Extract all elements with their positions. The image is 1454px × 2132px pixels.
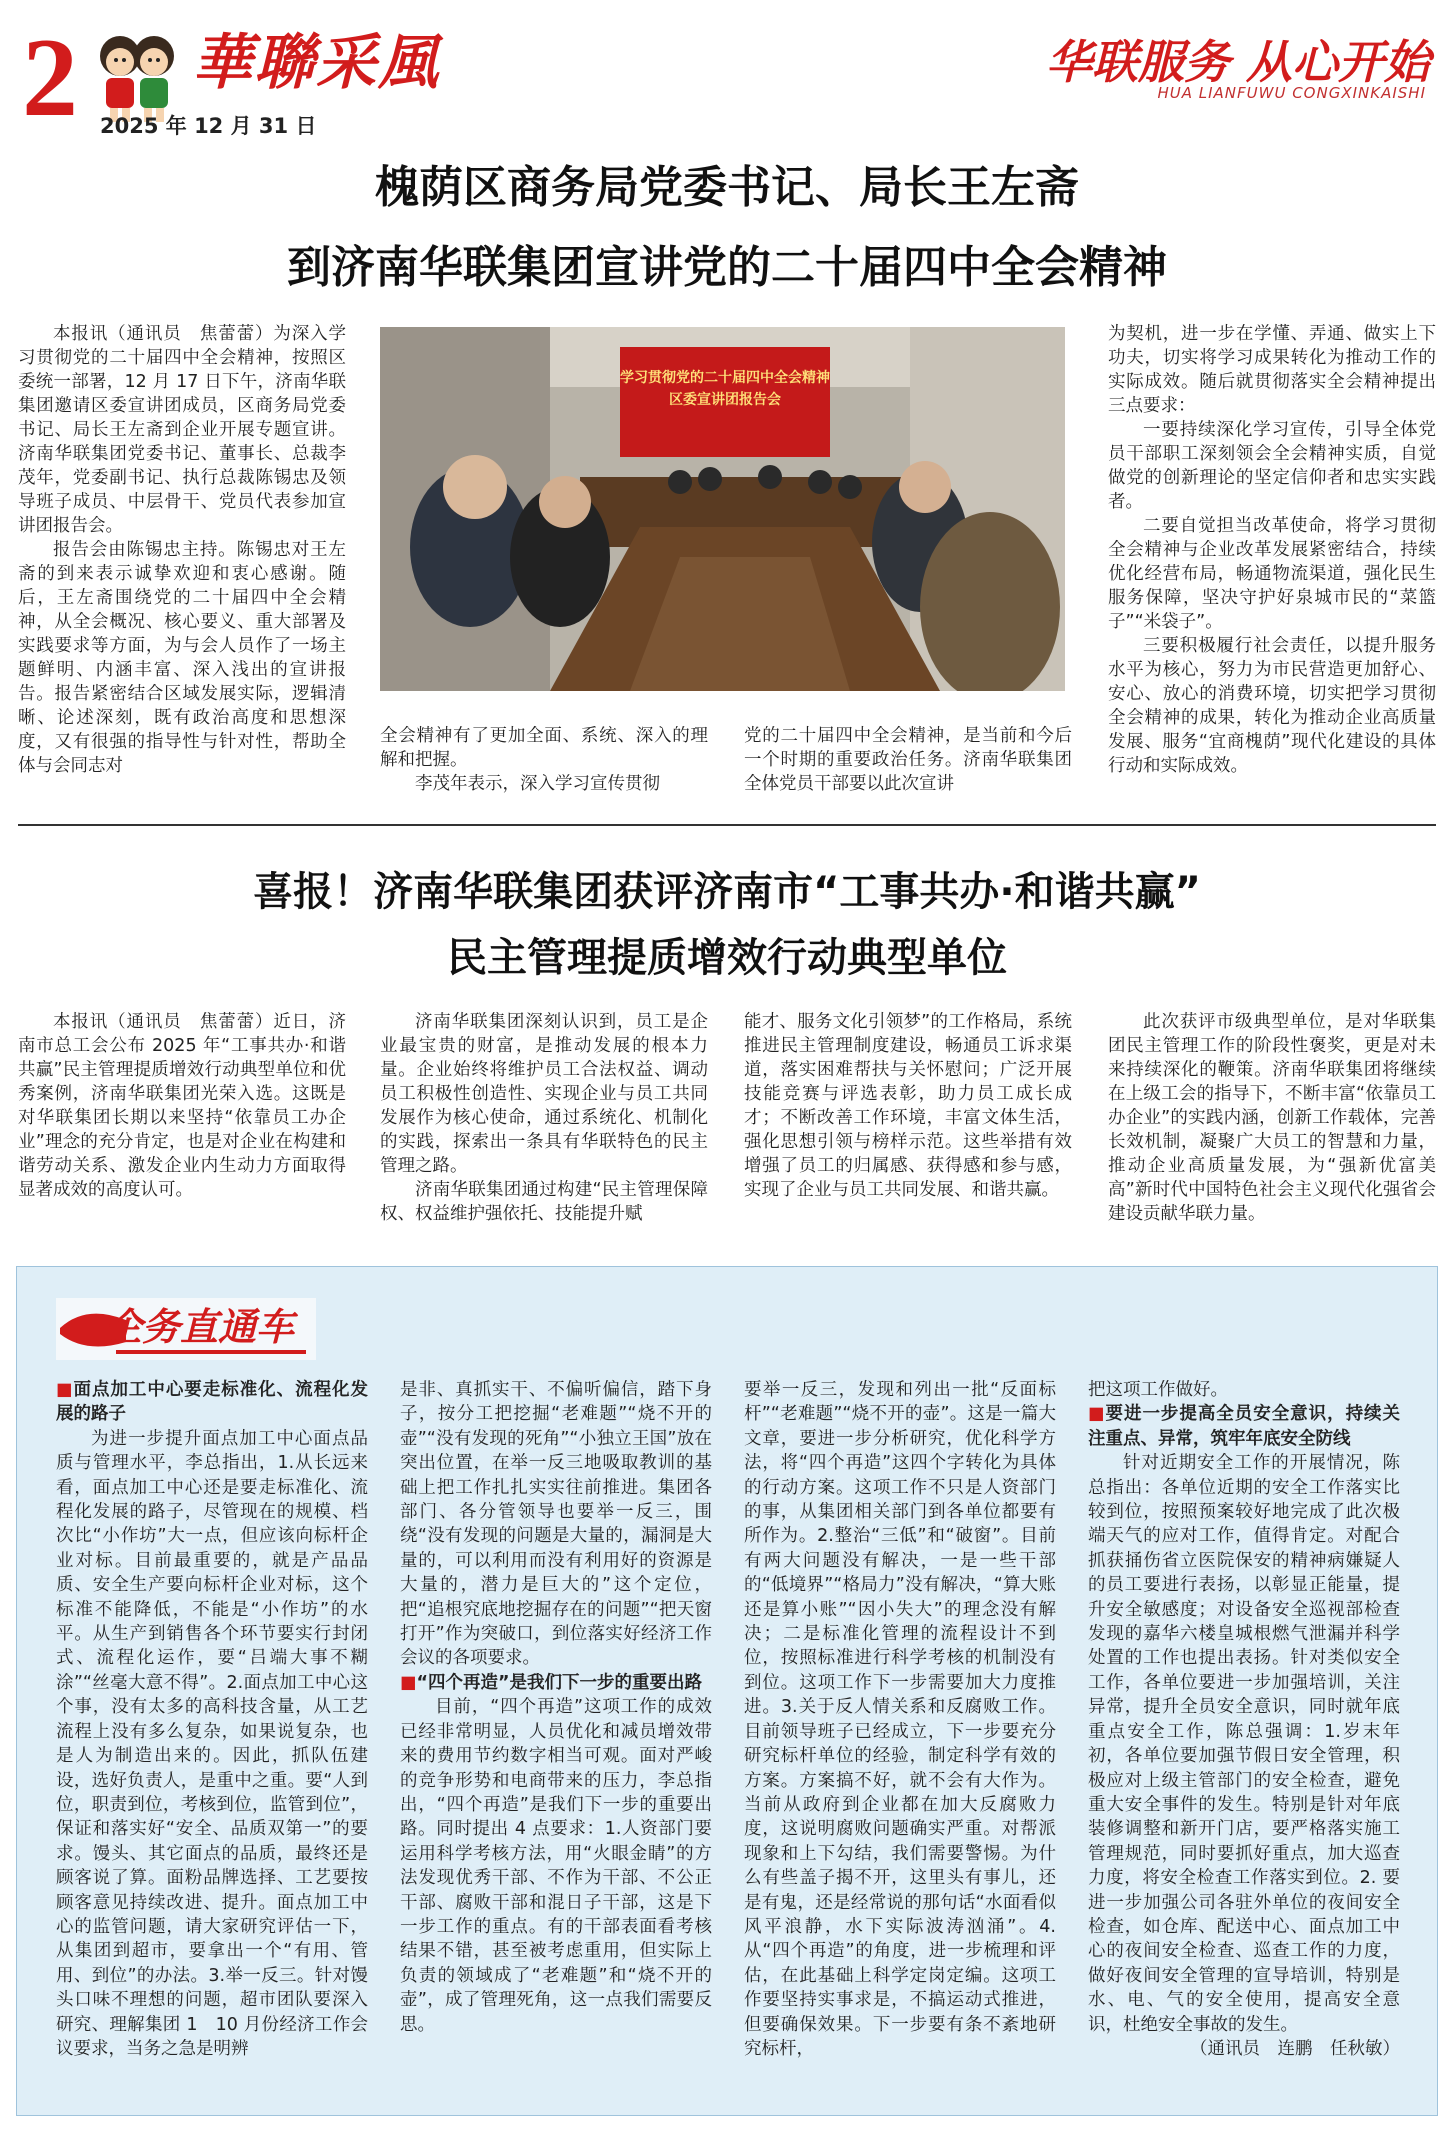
article1-paragraph: 报告会由陈锡忠主持。陈锡忠对王左斋的到来表示诚挚欢迎和衷心感谢。随后，王左斋围绕党的二十届四中全会精神，从全会概况、核心要义、重大部署及实践要求等方面，为与会人员作了一场主题鲜明、内涵丰富、深入浅出的宣讲报告。报告紧密结合区域发展实际，逻辑清晰、论述深刻，既有政治高度和思想深度，又有很强的指导性与针对性，帮助全体与会同志对	[18, 540, 346, 776]
issue-date: 2025 年 12 月 31 日	[100, 114, 317, 138]
article3-signature: （通讯员 连鹏 任秋敏）	[1190, 2038, 1400, 2059]
article1-column-1	[18, 322, 346, 778]
article2-paragraph: 能才、服务文化引领梦”的工作格局，系统推进民主管理制度建设，畅通员工诉求渠道，落实困难帮扶与关怀慰问；广泛开展技能竞赛与评选表彰，助力员工成长成才；不断改善工作环境，丰富文体生活，强化思想引领与榜样示范。这些举措有效增强了员工的归属感、获得感和参与感，实现了企业与员工共同发展、和谐共赢。	[744, 1012, 1072, 1200]
article1-paragraph: 党的二十届四中全会精神，是当前和今后一个时期的重要政治任务。济南华联集团全体党员干部要以此次宣讲	[744, 726, 1072, 794]
article1-paragraph: 李茂年表示，深入学习宣传贯彻	[415, 774, 660, 794]
page-number: 2	[22, 16, 78, 140]
article2-paragraph: 济南华联集团通过构建“民主管理保障权、权益维护强依托、技能提升赋	[380, 1180, 708, 1224]
article3-paragraph: 是非、真抓实干、不偏听偏信，踏下身子，按分工把挖掘“老难题”“烧不开的壶”“没有发现的死角”“小独立王国”放在突出位置，在举一反三地吸取教训的基础上把工作扎扎实实往前推进。集团各部门、各分管领导也要举一反三，围绕“没有发现的问题是大量的，漏洞是大量的，可以利用而没有利用好的资源是大量的，潜力是巨大的”这个定位，把“追根究底地挖掘存在的问题”“把天窗打开”作为突破口，到位落实好经济工作会议的各项要求。	[400, 1380, 712, 1669]
article3-paragraph: 目前，“四个再造”这项工作的成效已经非常明显，人员优化和减员增效带来的费用节约数字相当可观。面对严峻的竞争形势和电商带来的压力，李总指出，“四个再造”是我们下一步的重要出路。同时提出 4 点要求：1.人资部门要运用科学考核方法，用“火眼金睛”的方法发现优秀干部、不作为干部、不公正干部、腐败干部和混日子干部，这是下一步工作的重点。有的干部表面看考核结果不错，甚至被考虑重用，但实际上负责的领域成了“老难题”和“烧不开的壶”，成了管理死角，这一点我们需要反思。	[400, 1697, 712, 2035]
article2-column-1	[18, 1010, 346, 1202]
article3-subheading	[400, 1671, 712, 1695]
article1-title-line2: 到济南华联集团宣讲党的二十届四中全会精神	[287, 242, 1167, 293]
article1-paragraph: 三要积极履行社会责任，以提升服务水平为核心，努力为市民营造更加舒心、安心、放心的消费环境，切实把学习贯彻全会精神的成果，转化为推动企业高质量发展、服务“宜商槐荫”现代化建设的具体行动和实际成效。	[1108, 636, 1436, 776]
brand-slogan: 华联服务 从心开始	[1045, 35, 1430, 89]
article3-paragraph: 针对近期安全工作的开展情况，陈总指出：各单位近期的安全工作落实比较到位，按照预案较好地完成了此次极端天气的应对工作，值得肯定。对配合抓获捅伤省立医院保安的精神病嫌疑人的员工要进行表扬，以彰显正能量，提升安全敏感度；对设备安全巡视部检查发现的嘉华六楼皇城根燃气泄漏并科学处置的工作也提出表扬。针对类似安全工作，各单位要进一步加强培训，关注异常，提升全员安全意识，同时就年底重点安全工作，陈总强调：1.岁末年初，各单位要加强节假日安全管理，积极应对上级主管部门的安全检查，避免重大安全事件的发生。特别是针对年底装修调整和新开门店，要严格落实施工管理规范，同时要抓好重点，加大巡查力度，将安全检查工作落实到位。2. 要进一步加强公司各驻外单位的夜间安全检查，如仓库、配送中心、面点加工中心的夜间安全检查、巡查工作的力度，做好夜间安全管理的宣导培训，特别是水、电、气的安全使用，提高安全意识，杜绝安全事故的发生。	[1088, 1453, 1400, 2035]
banner-title: 企务直通车	[104, 1304, 295, 1349]
article2-column-2	[380, 1010, 708, 1226]
article2-column-3	[744, 1010, 1072, 1202]
article3-subheading	[1088, 1402, 1400, 1451]
red-square-icon: ■	[1088, 1404, 1106, 1425]
red-square-icon: ■	[400, 1672, 417, 1693]
article3-paragraph: 为进一步提升面点加工中心面点品质与管理水平，李总指出，1.从长远来看，面点加工中心还是要走标准化、流程化发展的路子，尽管现在的规模、档次比“小作坊”大一点，但应该向标杆企业对标。目前最重要的，就是产品品质、安全生产要向标杆企业对标，这个标准不能降低，不能是“小作坊”的水平。从生产到销售各个环节要实行封闭式、流程化运作，要“吕端大事不糊涂”“丝毫大意不得”。2.面点加工中心这个事，没有太多的高科技含量，从工艺流程上没有多么复杂，如果说复杂，也是人为制造出来的。因此，抓队伍建设，选好负责人，是重中之重。要“人到位，职责到位，考核到位，监管到位”，保证和落实好“安全、品质双第一”的要求。馒头、其它面点的品质，最终还是顾客说了算。面粉品牌选择、工艺要按顾客意见持续改进、提升。面点加工中心的监管问题，请大家研究评估一下，从集团到超市，要拿出一个“有用、管用、到位”的办法。3.举一反三。针对馒头口味不理想的问题，超市团队要深入研究、理解集团 1 10 月份经济工作会议要求，当务之急是明辨	[56, 1428, 368, 2059]
article1-paragraph: 二要自觉担当改革使命，将学习贯彻全会精神与企业改革发展紧密结合，持续优化经营布局，畅通物流渠道，强化民生服务保障，坚决守护好泉城市民的“菜篮子”“米袋子”。	[1108, 516, 1436, 632]
article2-paragraph: 本报讯（通讯员 焦蕾蕾）近日，济南市总工会公布 2025 年“工事共办·和谐共赢”民主管理提质增效行动典型单位和优秀案例，济南华联集团光荣入选。这既是对华联集团长期以来坚持“依靠员工办企业”理念的充分肯定，也是对企业在构建和谐劳动关系、激发企业内生动力方面取得显著成效的高度认可。	[18, 1012, 346, 1200]
article3-column-2	[400, 1378, 712, 2037]
article3-column-3	[744, 1378, 1056, 2061]
article3-column-1	[56, 1378, 368, 2061]
photo-banner	[620, 367, 830, 411]
section-divider	[18, 824, 1436, 826]
photo-banner-line1: 学习贯彻党的二十届四中全会精神	[620, 370, 830, 386]
article1-paragraph: 全会精神有了更加全面、系统、深入的理解和把握。	[380, 726, 708, 770]
article1-column-3	[744, 724, 1072, 796]
meeting-photo	[380, 327, 1065, 691]
article2-paragraph: 济南华联集团深刻认识到，员工是企业最宝贵的财富，是推动发展的根本力量。企业始终将维护员工合法权益、调动员工积极性创造性、实现企业与员工共同发展作为核心使命，通过系统化、机制化的实践，探索出一条具有华联特色的民主管理之路。	[380, 1012, 708, 1176]
article2-column-4	[1108, 1010, 1436, 1226]
enterprise-news-banner	[56, 1298, 316, 1360]
article3-paragraph: 要举一反三，发现和列出一批“反面标杆”“老难题”“烧不开的壶”。这是一篇大文章，要进一步分析研究，优化科学方法，将“四个再造”这四个字转化为具体的行动方案。这项工作不只是人资部门的事，从集团相关部门到各单位都要有所作为。2.整治“三低”和“破窗”。目前有两大问题没有解决，一是一些干部的“低境界”“格局力”没有解决，“算大账还是算小账”“因小失大”的理念没有解决；二是标准化管理的流程设计不到位，按照标准进行科学考核的机制没有到位。这项工作下一步需要加大力度推进。3.关于反人情关系和反腐败工作。目前领导班子已经成立，下一步要充分研究标杆单位的经验，制定科学有效的方案。方案搞不好，就不会有大作为。当前从政府到企业都在加大反腐败力度，这说明腐败问题确实严重。对帮派现象和上下勾结，我们需要警惕。为什么有些盖子揭不开，这里头有事儿，还是有鬼，还是经常说的那句话“水面看似风平浪静，水下实际波涛汹涌”。4.从“四个再造”的角度，进一步梳理和评估，在此基础上科学定岗定编。这项工作要坚持实事求是，不搞运动式推进，但要确保效果。下一步要有条不紊地研究标杆，	[744, 1380, 1056, 2059]
article1-title-line1: 槐荫区商务局党委书记、局长王左斋	[375, 162, 1079, 213]
article3-subheading	[56, 1378, 368, 1427]
red-square-icon: ■	[56, 1380, 74, 1400]
article3-subheading-text: 面点加工中心要走标准化、流程化发展的路子	[56, 1380, 369, 1425]
article3-subheading-text: 要进一步提高全员安全意识，持续关注重点、异常，筑牢年底安全防线	[1088, 1404, 1401, 1449]
article1-column-4	[1108, 322, 1436, 778]
article3-subheading-text: “四个再造”是我们下一步的重要出路	[416, 1672, 703, 1693]
article1-paragraph: 本报讯（通讯员 焦蕾蕾）为深入学习贯彻党的二十届四中全会精神，按照区委统一部署，12 月 17 日下午，济南华联集团邀请区委宣讲团成员，区商务局党委书记、局长王左斋到企业开展专题宣讲。济南华联集团党委书记、董事长、总裁李茂年，党委副书记、执行总裁陈锡忠及领导班子成员、中层骨干、党员代表参加宣讲团报告会。	[18, 324, 346, 536]
article3-paragraph: 把这项工作做好。	[1088, 1380, 1228, 1400]
article3-column-4	[1088, 1378, 1400, 2061]
photo-banner-line2: 区委宣讲团报告会	[669, 392, 781, 408]
article2-paragraph: 此次获评市级典型单位，是对华联集团民主管理工作的阶段性褒奖，更是对未来持续深化的鞭策。济南华联集团将继续在上级工会的指导下，不断丰富“依靠员工办企业”的实践内涵，创新工作载体，完善长效机制，凝聚广大员工的智慧和力量，推动企业高质量发展，为“强新优富美高”新时代中国特色社会主义现代化强省会建设贡献华联力量。	[1108, 1012, 1436, 1224]
brand-slogan-pinyin: HUA LIANFUWU CONGXINKAISHI	[1157, 84, 1426, 102]
section-title: 華聯采風	[192, 28, 440, 98]
article1-paragraph: 一要持续深化学习宣传，引导全体党员干部职工深刻领会全会精神实质，自觉做党的创新理论的坚定信仰者和忠实实践者。	[1108, 420, 1436, 512]
article1-paragraph: 为契机，进一步在学懂、弄通、做实上下功夫，切实将学习成果转化为推动工作的实际成效。随后就贯彻落实全会精神提出三点要求：	[1108, 324, 1436, 416]
article1-column-2	[380, 724, 708, 796]
article2-title-line1: 喜报！济南华联集团获评济南市“工事共办·和谐共赢”	[253, 869, 1201, 915]
article2-title-line2: 民主管理提质增效行动典型单位	[447, 935, 1007, 981]
